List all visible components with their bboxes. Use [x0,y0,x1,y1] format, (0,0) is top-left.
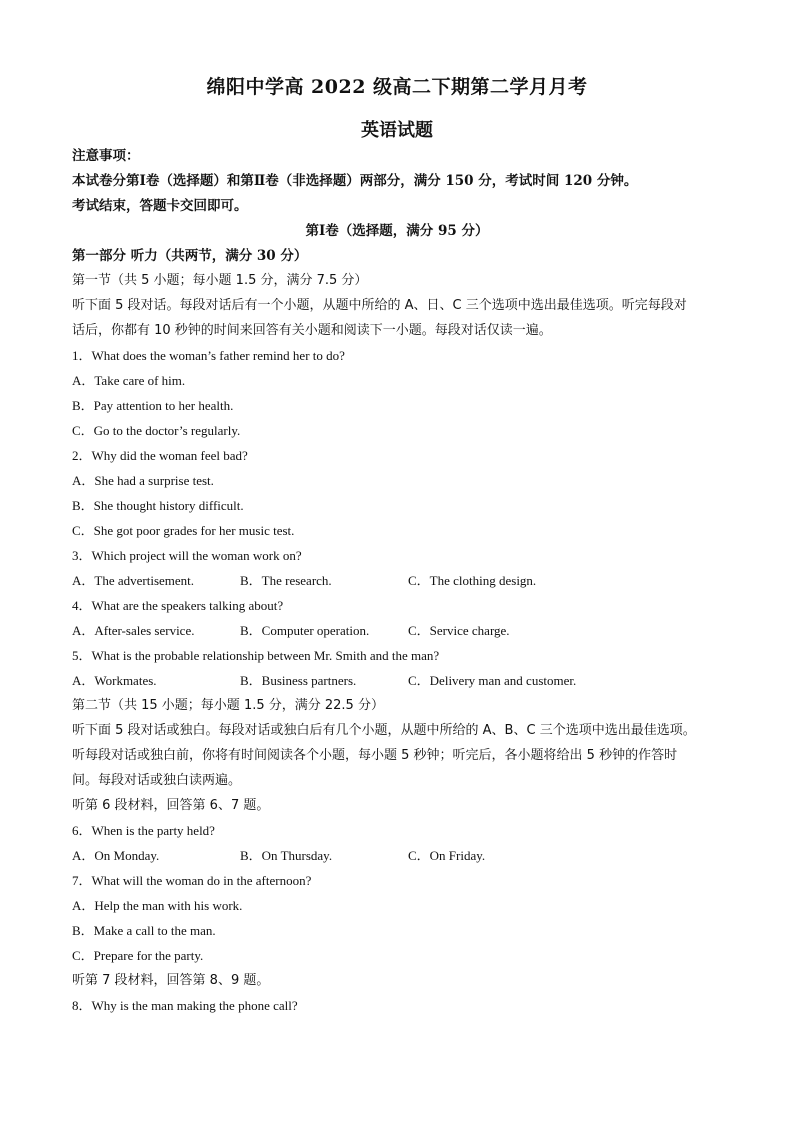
question-7-option-c: C．Prepare for the party. [72,948,204,963]
question-3-stem: 3．Which project will the woman work on? [72,548,302,563]
material-6-note: 听第 6 段材料，回答第 6、7 题。 [72,798,270,813]
part-1-heading: 第一部分 听力（共两节，满分 30 分） [72,248,308,264]
subject-title: 英语试题 [361,120,433,141]
section-1-instructions: 听下面 5 段对话。每段对话后有一个小题，从题中所给的 A、日、C 三个选项中选出最佳选项。听完每段对 [72,298,687,313]
question-6-option-c: C．On Friday. [408,848,486,863]
question-1-stem: 1．What does the woman’s father remind her to do? [72,348,345,363]
question-6-option-b: B．On Thursday. [240,848,333,863]
question-7-option-a: A．Help the man with his work. [72,898,243,913]
question-4-option-c: C．Service charge. [408,623,510,638]
question-2-stem: 2．Why did the woman feel bad? [72,448,248,463]
question-7-option-b: B．Make a call to the man. [72,923,216,938]
question-4-stem: 4．What are the speakers talking about? [72,598,284,613]
material-7-note: 听第 7 段材料，回答第 8、9 题。 [72,973,270,988]
volume-1-heading: 第Ⅰ卷（选择题，满分 95 分） [305,223,489,239]
question-4-option-b: B．Computer operation. [240,623,370,638]
section-2-instructions: 听下面 5 段对话或独白。每段对话或独白后有几个小题，从题中所给的 A、B、C 三个选项中选出最佳选项。 [72,723,696,738]
question-3-option-a: A．The advertisement. [72,573,195,588]
question-1-option-b: B．Pay attention to her health. [72,398,234,413]
section-2-instructions-cont: 听每段对话或独白前，你将有时间阅读各个小题，每小题 5 秒钟；听完后，各小题将给出 5 秒钟的作答时 [72,748,678,763]
question-8-stem: 8．Why is the man making the phone call? [72,998,298,1013]
notice-heading: 注意事项： [72,148,140,164]
question-2-option-b: B．She thought history difficult. [72,498,244,513]
question-4-option-a: A．After-sales service. [72,623,195,638]
question-5-stem: 5．What is the probable relationship between Mr. Smith and the man? [72,648,440,663]
question-2-option-a: A．She had a surprise test. [72,473,214,488]
notice-line-1: 本试卷分第Ⅰ卷（选择题）和第Ⅱ卷（非选择题）两部分，满分 150 分，考试时间 120 分钟。 [72,173,638,189]
notice-line-2: 考试结束，答题卡交回即可。 [72,198,248,214]
question-3-option-b: B．The research. [240,573,332,588]
question-5-option-a: A．Workmates. [72,673,157,688]
question-6-option-a: A．On Monday. [72,848,160,863]
question-2-option-c: C．She got poor grades for her music test. [72,523,295,538]
question-3-option-c: C．The clothing design. [408,573,537,588]
section-2-instructions-end: 间。每段对话或独白读两遍。 [72,773,242,788]
exam-title: 绵阳中学高 2022 级高二下期第二学月月考 [206,76,588,98]
question-1-option-c: C．Go to the doctor’s regularly. [72,423,241,438]
question-1-option-a: A．Take care of him. [72,373,186,388]
question-6-stem: 6．When is the party held? [72,823,215,838]
question-7-stem: 7．What will the woman do in the afternoon? [72,873,312,888]
question-5-option-c: C．Delivery man and customer. [408,673,577,688]
question-5-option-b: B．Business partners. [240,673,357,688]
section-1-instructions-cont: 话后，你都有 10 秒钟的时间来回答有关小题和阅读下一小题。每段对话仅读一遍。 [72,323,552,338]
section-2-heading: 第二节（共 15 小题；每小题 1.5 分，满分 22.5 分） [72,698,384,713]
section-1-heading: 第一节（共 5 小题；每小题 1.5 分，满分 7.5 分） [72,273,368,288]
